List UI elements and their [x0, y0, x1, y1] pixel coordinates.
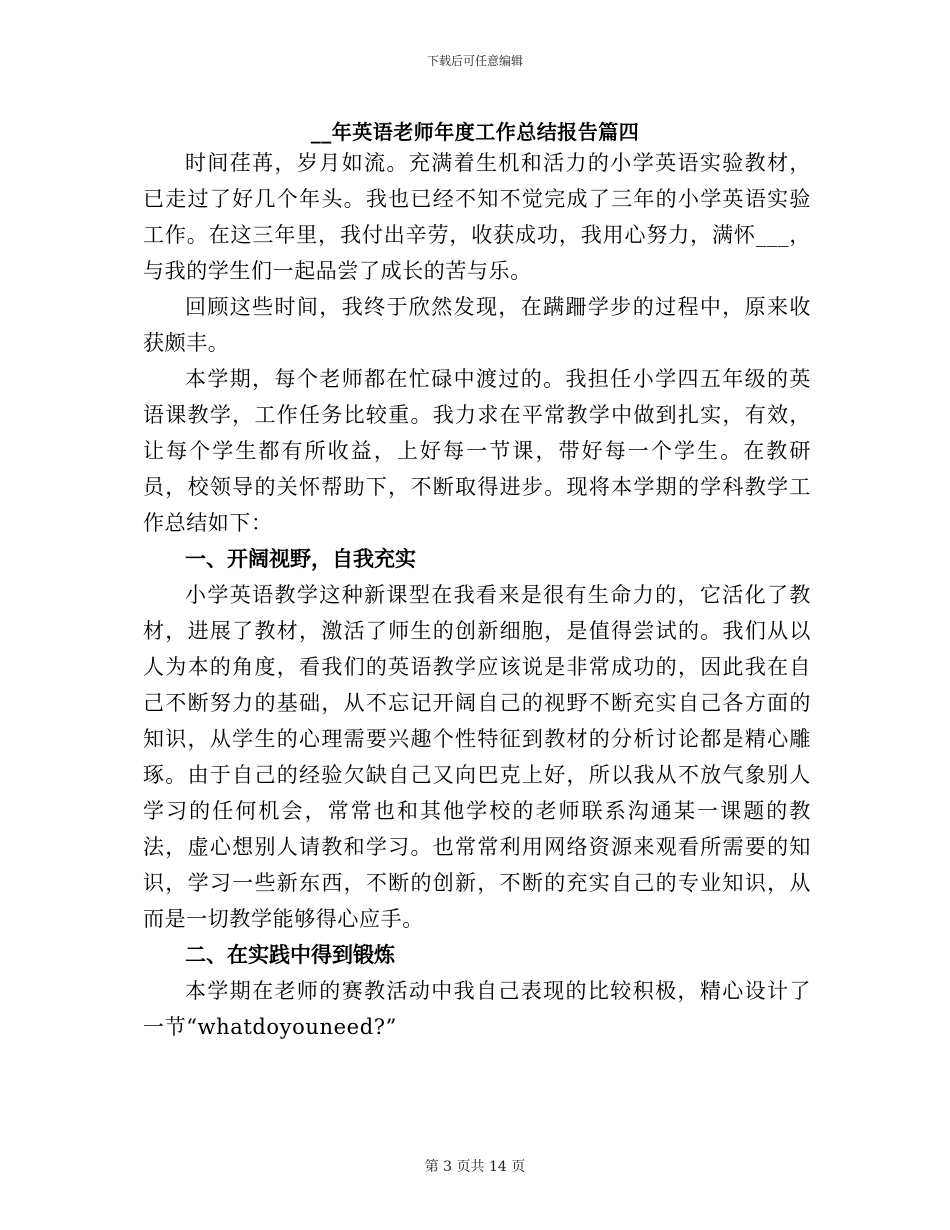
document-body [143, 145, 811, 1045]
page-number: 第 3 页共 14 页 [424, 1159, 526, 1175]
review-paragraph: 回顾这些时间，我终于欣然发现，在蹒跚学步的过程中，原来收获颇丰。 [143, 295, 811, 355]
document-title: __年英语老师年度工作总结报告篇四 [310, 120, 640, 144]
section-1-heading: 一、开阔视野，自我充实 [185, 546, 416, 571]
section-1-paragraph: 小学英语教学这种新课型在我看来是很有生命力的，它活化了教材，进展了教材，激活了师生的创新细胞，是值得尝试的。我们从以人为本的角度，看我们的英语教学应该说是非常成功的，因此我在自己不断努力的基础，从不忘记开阔自己的视野不断充实自己各方面的知识，从学生的心理需要兴趣个性特征到教材的分析讨论都是精心雕琢。由于自己的经验欠缺自己又向巴克上好，所以我从不放气象别人学习的任何机会，常常也和其他学校的老师联系沟通某一课题的教法，虚心想别人请教和学习。也常常利用网络资源来观看所需要的知识，学习一些新东西，不断的创新，不断的充实自己的专业知识，从而是一切教学能够得心应手。 [143, 583, 811, 931]
header-note: 下载后可任意编辑 [426, 54, 523, 68]
section-2-heading: 二、在实践中得到锻炼 [185, 942, 395, 967]
intro-paragraph: 时间荏苒，岁月如流。充满着生机和活力的小学英语实验教材，已走过了好几个年头。我也已经不知不觉完成了三年的小学英语实验工作。在这三年里，我付出辛劳，收获成功，我用心努力，满怀___，与我的学生们一起品尝了成长的苦与乐。 [143, 151, 811, 283]
semester-paragraph: 本学期，每个老师都在忙碌中渡过的。我担任小学四五年级的英语课教学，工作任务比较重。我力求在平常教学中做到扎实，有效，让每个学生都有所收益，上好每一节课，带好每一个学生。在教研员，校领导的关怀帮助下，不断取得进步。现将本学期的学科教学工作总结如下： [143, 367, 811, 535]
section-2-paragraph: 本学期在老师的赛教活动中我自己表现的比较积极，精心设计了一节“whatdoyouneed?” [143, 979, 811, 1039]
